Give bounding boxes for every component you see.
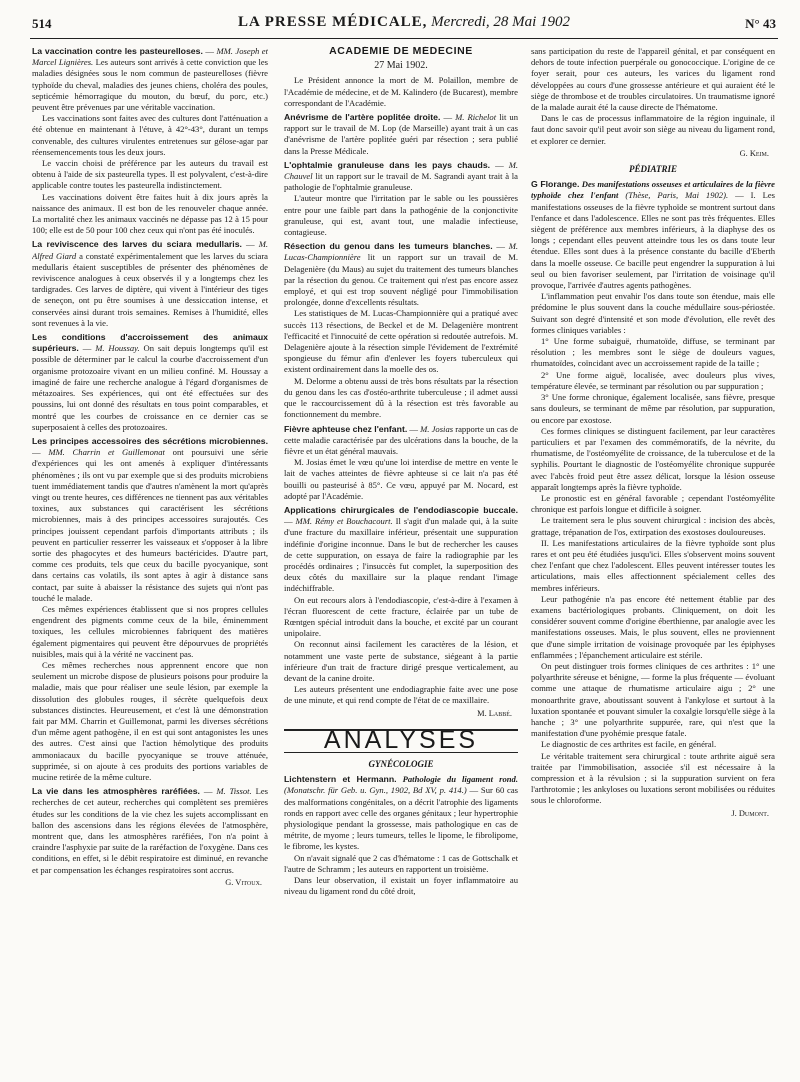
article-title: La vie dans les atmosphères raréfiées.: [32, 786, 200, 797]
article-text: ont poursuivi une série d'expériences qui les ont amenés à expliquer d'intéressants phénomènes ; ils ont vu par exemple que si des produits microbiens tuent immédiatement tandis que d'autres n'amènent la mort qu'après vingt ou trente heures, ces différences ne tiennent pas aux véritables toxines, aux substances qui caractérisent les sécrétions microbiennes, mais à des principes accessoires surajoutés. Ces principes jouissent cependant parfois d'importants attributs ; ils peuvent en particulier resserrer les vaisseaux et s'opposer à la libre sortie des phagocytes et des humeurs bactéricides. D'autre part, comme ces produits, tels que ceux du bacille pyocyanique, sont dans certains cas volatils, ils sont aptes à agir à distance sans contact, par suite à abaisser la résistance des sujets qui n'ont pas touché le malade.: [32, 447, 268, 603]
article-text: rapporte un cas de cette maladie caractérisée par des ulcérations dans la bouche, de la fièvre et un état général mauvais.: [284, 423, 518, 456]
paragraph: M. Josias émet le vœu qu'une loi interdise de mettre en vente le lait de vaches atteintes de fièvre aphteuse si ce lait n'a pas été bouilli ou pasteurisé à 85°. Ce vœu, appuyé par M. Nocard, est adopté par l'Académie.: [284, 457, 518, 501]
signature: M. Labbé.: [477, 708, 512, 718]
article-title: La reviviscence des larves du sciara medullaris.: [32, 239, 242, 250]
paragraph: sans participation du reste de l'appareil génital, et par conséquent en dehors de toute infection puerpérale ou gonococcique. L'origine de ce foyer serait, pour ces auteurs, les varices du ligament rond développées au cours d'une grossesse antérieure et qui auraient été le siège de thrombose et de troubles circulatoires. Un traumatisme ignoré de la malade aurait été la cause directe de l'hématome.: [531, 46, 775, 113]
paragraph: Ces formes cliniques se distinguent facilement, par leur caractères particuliers et par l'examen des commémoratifs, de la névrite, du rhumatisme, de l'ostéomyélite de croissance, de la tuberculose et de la syphilis. Pourtant le diagnostic de l'ostéomyélite chronique suppurée avec l'abcès froid peut être assez délicat, lorsque la lésion osseuse apparaît longtemps après la fièvre typhoïde.: [531, 425, 775, 492]
analysis-fievre-typhoide: [531, 179, 775, 291]
paragraph: 2° Une forme aiguë, localisée, avec douleurs plus vives, température élevée, se terminant par résolution ou par suppuration ;: [531, 369, 775, 391]
signature: G. Vitoux.: [225, 877, 262, 887]
article-text: On sait depuis longtemps qu'il est possible de déterminer par le calcul la courbe d'accroissement d'un organisme protozoaire vivant en un milieu confiné. M. Houssay a imaginé de faire une recherche analogue à l'égard d'organismes de métazoaires. Ses expériences, qui ont été effectuées sur des poussins, lui ont donné des résultats en tous point comparables, et montré que les courbes de croissance en ce dernier cas se superposaient à celles des protozoaires.: [32, 343, 268, 432]
article-text: Les auteurs sont arrivés à cette conviction que les maladies désignées sous le nom commun de pasteurelloses (fièvre typhoïde du cheval, maladies des jeunes chiens, choléra des poules, septicémie hémorragique du mouton, du bœuf, du porc, etc.) peuvent être prévenues par une véritable vaccination.: [32, 57, 268, 113]
analysis-ligament-rond: [284, 774, 518, 852]
paragraph: On eut recours alors à l'endodiascopie, c'est-à-dire à l'examen à l'écran fluorescent de cette fracture, éclairée par un tube de Rœntgen spécial introduit dans la bouche, et excité par un courant unipolaire.: [284, 594, 518, 639]
article-authors: M. Houssay.: [95, 343, 140, 354]
page-number: 514: [32, 16, 52, 31]
article-atmospheres: La vie dans les atmosphères raréfiées. — M. Tissot. Les recherches de cet auteur, recherches qui complètent ses premières études sur les conditions de la vie chez les sujets accomplissant en ballon des ascensions dans les régions élevées de l'atmosphère, montrent que, dans les atmosphères raréfiées, l'on n'a point à craindre l'asphyxie par suite de la raréfaction de l'oxygène. Dans ces conditions, en effet, si le débit respiratoire est diminué, en revanche et par compensation les échanges respiratoires sont accrus.: [32, 786, 268, 875]
article-authors: MM. Joseph et Marcel Lignières.: [32, 46, 268, 68]
report-resection: Résection du genou dans les tumeurs blanches. — M. Lucas-Championnière lit un rapport sur un travail de M. Delagenière (du Maus) au sujet du traitement des tumeurs blanches par la résection du genou. Ce traitement qui n'est pas encore assez employé, et qui est trop souvent négligé pour l'immobilisation prolongée, donne d'excellents résultats.: [284, 241, 518, 308]
paragraph: Les statistiques de M. Lucas-Championnière qui a pratiqué avec succès 113 résections, de Beckel et de M. Delagenière montrent l'efficacité et l'innocuité de cette opération si redoutée autrefois. M. Delagenière ajoute à la résection simple l'évidement de l'extrémité spongieuse du fémur afin d'enlever les foyers tuberculeux qui existent ordinairement dans la moelle des os.: [284, 308, 518, 375]
paragraph: Ces mêmes expériences établissent que si nos propres cellules engendrent des pigments comme ceux de la bile, éminemment toxiques, les cellules microbiennes fabriquent des matières également pigmentaires qui peuvent être dépourvues de propriétés nuisibles, mais qui à la vérité ne vaccinent pas.: [32, 603, 268, 659]
paragraph: Dans leur observation, il existait un foyer inflammatoire au niveau du ligament rond du côté droit,: [284, 875, 518, 897]
signature: G. Keim.: [739, 148, 769, 158]
journal-title: LA PRESSE MÉDICALE,: [237, 14, 428, 30]
paragraph: Les auteurs présentent une endodiagraphie faite avec une pose de une minute, et qui rend compte de l'état de ce maxillaire.: [284, 684, 518, 706]
article-authors: G Florange.: [531, 179, 580, 190]
paragraph: L'inflammation peut envahir l'os dans toute son étendue, mais elle prédomine le plus souvent dans la couche médullaire sous-périostée. Suivant son degré d'intensité et son mode d'évolution, elle revêt des formes cliniques variables :: [531, 291, 775, 335]
article-secretions: Les principes accessoires des sécrétions microbiennes. — MM. Charrin et Guillemonat ont poursuivi une série d'expériences qui les ont amenés à expliquer d'intéressants phénomènes ; ils ont vu par exemple que si des produits microbiens tuent immédiatement tandis que d'autres n'amènent la mort qu'après vingt ou trente heures, ces différences ne tiennent pas aux véritables toxines, aux substances qui caractérisent les sécrétions microbiennes, mais à des principes accessoires surajoutés. Ces principes jouissent cependant parfois d'importants attributs ; ils peuvent en particulier resserrer les vaisseaux et s'opposer à la libre sortie des phagocytes et des humeurs bactéricides. D'autre part, comme ces produits, tels que ceux du bacille pyocyanique, sont dans certains cas volatils, ils sont aptes à agir à distance sans contact, par suite à abaisser la résistance des sujets qui n'ont pas touché le malade.: [32, 435, 268, 603]
paragraph: II. Les manifestations articulaires de la fièvre typhoïde sont plus rares et ont peu été étudiées jusqu'ici. Elles s'observent moins souvent chez l'enfant que chez l'adolescent. Elles peuvent intéresser toutes les articulations, mais elles affectionnent spécialement celles des membres inférieurs.: [531, 537, 775, 593]
article-title: Fièvre aphteuse chez l'enfant.: [284, 423, 408, 434]
masthead: [30, 14, 778, 31]
paragraph: Le pronostic est en général favorable ; cependant l'ostéomyélite chronique est parfois longue et difficile à soigner.: [531, 492, 775, 515]
rubric-gynecologie: GYNÉCOLOGIE: [368, 758, 434, 769]
paragraph: Le vaccin choisi de préférence par les auteurs du travail est obtenu à l'aide de six pasteurella types. Il est polyvalent, c'est-à-dire applicable contre toutes les pasteurella indistinctement.: [32, 158, 268, 191]
article-accroissement: Les conditions d'accroissement des animaux supérieurs. — M. Houssay. On sait depuis longtemps qu'il est possible de déterminer par le calcul la courbe d'accroissement d'un organisme protozoaire vivant en un milieu confiné. M. Houssay a imaginé de faire une recherche analogue à l'égard d'organismes de métazoaires. Ses expériences, qui ont été effectuées sur des poussins, lui ont donné des résultats en tous point comparables, et montré que les courbes de croissance en ce dernier cas se superposaient à celles des protozoaires.: [32, 332, 268, 432]
article-authors: M. Lucas-Championnière: [284, 241, 518, 263]
paragraph: Le Président annonce la mort de M. Polaillon, membre de l'Académie de médecine, et de M. Kalindero (de Bucarest), membre correspondant de l'Académie.: [284, 75, 518, 108]
article-text: — Sur 60 cas des malformations congénitales, on a décrit l'atrophie des ligaments ronds en rapport avec celle des organes génitaux ; leur hypertrophie physiologique pendant la grossesse, mais pathologique en cas de métrite, de myome ; leurs tumeurs, telles le lipome, le fibrolipome, le fibrome, les kystes.: [284, 785, 518, 852]
article-title: Les conditions d'accroissement des animaux supérieurs.: [32, 332, 268, 354]
article-authors: M. Tissot.: [216, 786, 252, 797]
rubric-pediatrie: PÉDIATRIE: [628, 164, 677, 175]
article-reference: (Monatschr. für Geb. u. Gyn., 1902, Bd XV, p. 414.): [284, 785, 467, 796]
column-3: [531, 46, 775, 1076]
article-authors: MM. Rémy et Bouchacourt.: [295, 516, 393, 527]
paragraph: 3° Une forme chronique, également localisée, sans fièvre, presque sans douleurs, se terminant de même par résolution, par suppuration, ou encore par exostose.: [531, 392, 775, 425]
article-text: a constaté expérimentalement que les larves du sciara medullaris étaient susceptibles de présenter des phénomènes de reviviscence analogues à ceux observés il y a longtemps chez les tardigrades. Ces larves de diptère, qui vivent à l'intérieur des tiges de seneçon, ont pu être soumises à une dessiccation intense, et conservées ainsi durant trois semaines. Remises à l'humidité, elles sont revenues à la vie.: [32, 250, 268, 328]
column-2: [284, 46, 518, 1076]
signature: J. Dumont.: [731, 808, 769, 818]
article-text: Les recherches de cet auteur, recherches qui complètent ses premières études sur les conditions de la vie chez les sujets accomplissant en ballon des ascensions dans les régions élevées de l'atmosphère, montrent que, dans les atmosphères raréfiées, l'on n'a point à craindre l'asphyxie par suite de la raréfaction de l'oxygène. Dans ces conditions, en effet, si le débit respiratoire est diminué, en revanche et par compensation les échanges respiratoires sont accrus.: [32, 786, 268, 875]
page-header: [30, 14, 778, 39]
paragraph: On reconnut ainsi facilement les caractères de la lésion, et notamment une vaste perte de substance, siégeant à la partie inférieure d'un trait de fracture dirigé presque verticalement, au devant de la canine droite.: [284, 639, 518, 683]
article-text: — I. Les manifestations osseuses de la fièvre typhoïde se montrent surtout dans l'enfance et dans l'adolescence. Elles ne sont pas très fréquentes. Elles siègent de préférence aux membres inférieurs, à la diaphyse des os longs ; cependant elles peuvent atteindre tous les os dans toute leur étendue. Elles sont dues à la présence constante du bacille d'Eberth dans la moelle osseuse. Ce bacille peut engendrer la suppuration à lui seul ou bien favoriser seulement, par l'irritation de voisinage qu'il provoque, l'arrivée d'autres agents pathogènes.: [531, 190, 775, 291]
paragraph: Le véritable traitement sera chirurgical : toute arthrite aiguë sera traitée par l'immobilisation, associée s'il est nécessaire à la compression et à la révulsion ; si la suppuration survient on fera l'arthrotomie ; les ankyloses ou luxations seront mobilisées ou réduites sous le chloroforme.: [531, 750, 775, 806]
article-authors: M. Chauvel: [284, 159, 518, 182]
article-vaccination: La vaccination contre les pasteurelloses. — MM. Joseph et Marcel Lignières. Les auteurs sont arrivés à cette conviction que les maladies désignées sous le nom commun de pasteurelloses (fièvre typhoïde du cheval, maladies des jeunes chiens, choléra des poules, septicémie hémorragique du mouton, du bœuf, du porc, etc.) peuvent être prévenues par une véritable vaccination.: [32, 46, 268, 113]
article-title: Des manifestations osseuses et articulaires de la fièvre typhoïde chez l'enfant: [531, 179, 775, 201]
paragraph: Ces mêmes recherches nous apprennent encore que non seulement un microbe dispose de plusieurs poisons pour produire la maladie, mais que pour réaliser une seule lésion, par exemple la dissolution des globules rouges, il sécrète quelquefois deux substances distinctes. Heureusement, et c'est là une démonstration fait par MM. Charrin et Guillemonat, parmi les diverses sécrétions d'un même agent pathogène, il en est qui sont antagonistes les unes des autres. C'est ainsi que l'action hémolytique des produits ammoniacaux du bacille pyocyanique se trouve atténuée, supprimée, si on ajoute à ces produits des portions variables de mucine retirée de la même culture.: [32, 659, 268, 782]
report-endodiascopie: Applications chirurgicales de l'endodiascopie buccale. — MM. Rémy et Bouchacourt. Il s'agit d'un malade qui, à la suite d'une fracture du maxillaire inférieur, présentait une suppuration indéfinie d'origine inconnue. Dans le but de rechercher les causes de cette suppuration, on essaya de faire la radiographie par les procédés ordinaires ; l'insuccès fut complet, la superposition des deux côtés du maxillaire sur la plaque rendant l'image indéchiffrable.: [284, 504, 518, 594]
article-title: Applications chirurgicales de l'endodiascopie buccale.: [284, 504, 518, 515]
article-text: lit un rapport sur le travail de M. Sagrandi ayant trait à la pathologie de l'ophtalmie granuleuse.: [284, 171, 518, 193]
paragraph: Le traitement sera le plus souvent chirurgical : incision des abcès, grattage, trépanation de l'os, extirpation des exostoses douloureuses.: [531, 515, 775, 537]
analyses-heading: ANALYSES: [284, 729, 518, 753]
report-fievre-aphteuse: Fièvre aphteuse chez l'enfant. — M. Josias rapporte un cas de cette maladie caractérisée par des ulcérations dans la bouche, de la fièvre et un état général mauvais.: [284, 423, 518, 456]
paragraph: Le diagnostic de ces arthrites est facile, en général.: [541, 739, 717, 750]
article-title: Pathologie du ligament rond.: [402, 774, 518, 785]
report-ophtalmie: L'ophtalmie granuleuse dans les pays chauds. — M. Chauvel lit un rapport sur le travail de M. Sagrandi ayant trait à la pathologie de l'ophtalmie granuleuse.: [284, 159, 518, 193]
article-text: lit un rapport sur un travail de M. Delagenière (du Maus) au sujet du traitement des tumeurs blanches par la résection du genou. Ce traitement qui n'est pas encore assez employé, et qui est trop souvent négligé pour l'immobilisation prolongée, donne d'excellents résultats.: [284, 252, 518, 308]
article-authors: Lichtenstern et Hermann.: [284, 774, 397, 785]
issue-number: N° 43: [745, 16, 776, 31]
paragraph: On peut distinguer trois formes cliniques de ces arthrites : 1° une polyarthrite séreuse et bénigne, — forme la plus fréquente — évoluant comme une attaque de rhumatisme articulaire aigu ; 2° une monoarthrite grave, aboutissant souvent à l'ankylose et surtout à la luxation spontanée et pouvant simuler la coxalgie lorsqu'elle siège à la hanche ; 3° une polyarthrite suppurée, rare, qui n'est que la manifestation d'une pyohémie presque fatale.: [531, 660, 775, 739]
issue-date: Mercredi, 28 Mai 1902: [431, 14, 571, 30]
article-text: Il s'agit d'un malade qui, à la suite d'une fracture du maxillaire inférieur, présentait une suppuration indéfinie d'origine inconnue. Dans le but de rechercher les causes de cette suppuration, on essaya de faire la radiographie par les procédés ordinaires ; l'insuccès fut complet, la superposition des deux côtés du maxillaire sur la plaque rendant l'image indéchiffrable.: [284, 516, 518, 594]
article-title: La vaccination contre les pasteurelloses.: [32, 46, 203, 56]
article-title: Résection du genou dans les tumeurs blanches.: [284, 241, 493, 252]
article-authors: M. Richelot: [455, 112, 497, 123]
article-authors: MM. Charrin et Guillemonat: [48, 447, 165, 458]
paragraph: M. Delorme a obtenu aussi de très bons résultats par la résection du genou dans les cas d'ostéo-arthrite tuberculeuse ; il admet aussi que le raccourcissement dû à la résection est très favorable au fonctionnement du membre.: [284, 375, 518, 420]
article-title: Anévrisme de l'artère poplitée droite.: [284, 112, 441, 123]
article-title: Les principes accessoires des sécrétions microbiennes.: [32, 435, 268, 446]
article-reference: (Thèse, Paris, Mai 1902).: [625, 190, 729, 201]
article-reviviscence: La reviviscence des larves du sciara medullaris. — M. Alfred Giard a constaté expérimentalement que les larves du sciara medullaris étaient susceptibles de présenter des phénomènes de reviviscence analogues à ceux observés il y a longtemps chez les tardigrades. Ces larves de diptère, qui vivent à l'intérieur des tiges de seneçon, ont pu être soumises à une dessiccation intense, et conservées ainsi durant trois semaines. Remises à l'humidité, elles sont revenues à la vie.: [32, 239, 268, 328]
paragraph: Leur pathogénie n'a pas encore été nettement établie par des examens bactériologiques probants. Cliniquement, on doit les considérer souvent comme d'origine éberthienne, par analogie avec les manifestations osseuses. Mais, le plus souvent, elles ne proviennent que d'une simple irritation de voisinage provoquée par les épiphyses enflammées ; l'épanchement articulaire est stérile.: [531, 593, 775, 660]
paragraph: 1° Une forme subaiguë, rhumatoïde, diffuse, se terminant par résolution ; les membres sont le siège de douleurs vagues, rhumatoïdes, coïncidant avec un accroissement rapide de la taille ;: [531, 336, 775, 369]
article-authors: M. Josias: [420, 423, 454, 434]
report-anevrisme: Anévrisme de l'artère poplitée droite. — M. Richelot lit un rapport sur le travail de M. Lop (de Marseille) ayant trait à un cas d'anévrisme de l'artère poplitée guéri par résection ; sera publié dans la Presse Médicale.: [284, 112, 518, 156]
column-1: [32, 46, 268, 1076]
section-heading: ACADÉMIE DE MÉDECINE: [329, 46, 473, 57]
article-text: lit un rapport sur le travail de M. Lop (de Marseille) ayant trait à un cas d'anévrisme de l'artère poplitée guéri par résection ; sera publié dans la Presse Médicale.: [284, 112, 518, 156]
paragraph: Les vaccinations doivent être faites huit à dix jours après la naissance des animaux. Il est bon de les renouveler chaque année. La mortalité chez les animaux vaccinés ne dépasse pas 12 à 15 pour 100; elle est de 50 pour 100 chez ceux qui n'ont pas été inoculés.: [32, 191, 268, 236]
session-date: 27 Mai 1902.: [374, 60, 428, 72]
paragraph: On n'avait signalé que 2 cas d'hématome : 1 cas de Gottschalk et l'autre de Schramm ; les auteurs en rapportent un troisième.: [284, 852, 518, 874]
article-authors: M. Alfred Giard: [32, 239, 268, 261]
article-title: L'ophtalmie granuleuse dans les pays chauds.: [284, 159, 491, 170]
paragraph: Les vaccinations sont faites avec des cultures dont l'atténuation a été obtenue en maintenant à l'étuve, à 42°-43°, durant un temps convenable, des cultures virulentes entretenues sur gélose-agar par réensemencements tous les deux jours.: [32, 113, 268, 157]
paragraph: Dans le cas de processus inflammatoire de la région inguinale, il faut donc savoir qu'il peut avoir son siège au niveau du ligament rond, et explorer ce dernier.: [531, 113, 775, 146]
paragraph: L'auteur montre que l'irritation par le sable ou les poussières entre pour une faible part dans la pathogénie de la conjonctivite granuleuse, qui est, avant tout, une maladie infectieuse, contagieuse.: [284, 193, 518, 238]
